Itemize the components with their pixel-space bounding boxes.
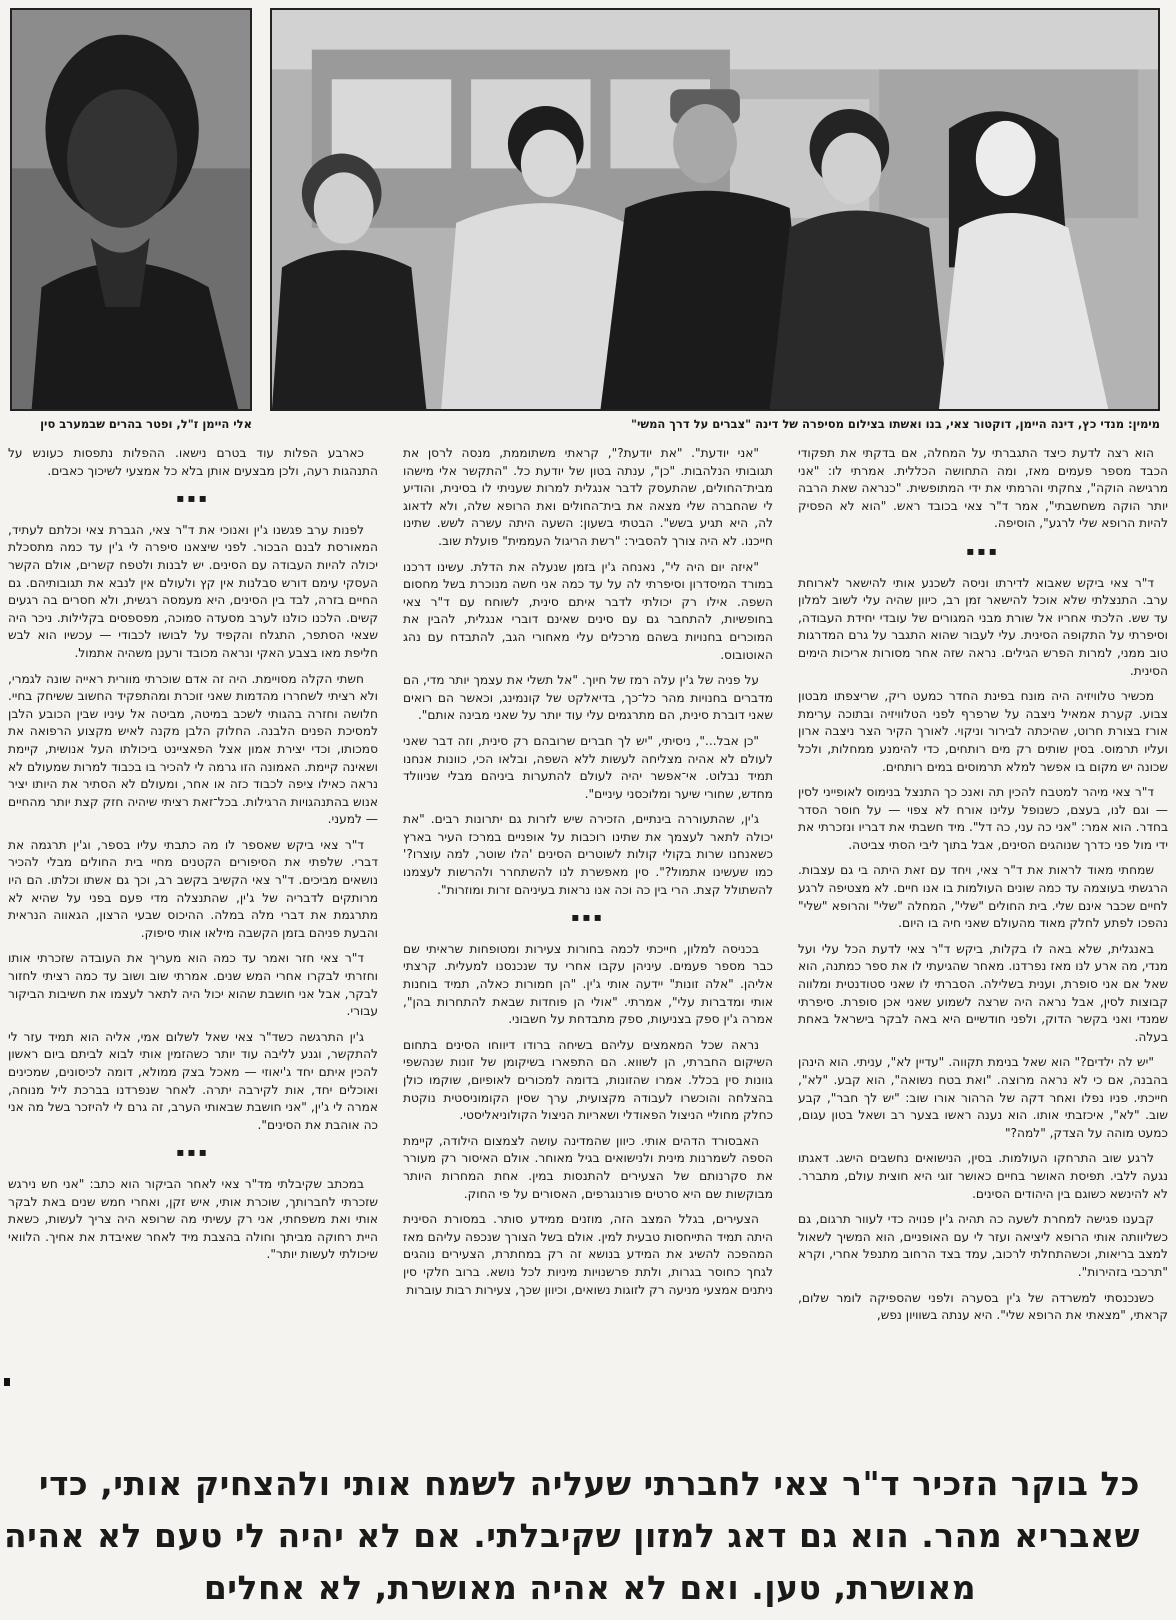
paragraph: שמחתי מאוד לראות את ד"ר צאי, ויחד עם זאת היתה בי גם עצבות. הרגשתי בעוצמה עד כמה שונים העולמות בו אנו חיים. לא מצטיפה לרגע לחיים שכבר אינם שלי. בית החולים "שלי", המחלה "שלי" והרופא "שלי" נהפכו לפתע לחלק מאוד מהעולם שאני חיה בו היום. <box>798 863 1168 931</box>
section-separator: ▪▪▪ <box>176 1145 210 1160</box>
section-separator: ▪▪▪ <box>966 543 1000 558</box>
paragraph: באנגלית, שלא באה לו בקלות, ביקש ד"ר צאי לדעת הכל עלי ועל מנדי, מה ארע לנו מאז נפרדנו. מאחר שהגיעתי לו את ספר כמתנה, הוא שאל אם אני סופרת, וענית בשלילה. הסברתי לו שאני סטודנטית ומלווה קבוצות לסין, אבל נראה היה שרצה לשמוע שאני אכן סופרת. סיפרתי שמנדי ואני בקשר הדוק, ולפני חודשיים היא באה לבקר בישראל באחת בעלה. <box>798 941 1168 1044</box>
group-photo-caption: מימין: מנדי כץ, דינה היימן, דוקטור צאי, בנו ואשתו בצילום מסיפרה של דינה "צברים על דרך המשי" <box>630 417 1160 431</box>
pull-quote <box>3 1458 1140 1616</box>
paragraph: ד"ר צאי חזר ואמר עד כמה הוא מעריך את העובדה שזכרתי אותו וחזרתי לבקרו אחרי המש שנים. אמרתי שוב ושוב עד כמה רציתי לחזור לבקר, אבל אני חושבת שהוא יכול היה לתאר לעצמו את חשיבות הביקור עבורי. <box>8 951 378 1019</box>
paragraph: ג'ין התרגשה כשד"ר צאי שאל לשלום אמי, אליה הוא תמיד עזר לי להתקשר, וגנע לליבה עוד יותר כשהזמין אותי לבוא לביתם ביום ראשון להכין איתם יחד ג'יאוזי — מאכל בצק ממולא, דומה לכיסונים, שמכינים ואוכלים יחד, אות לקירבה יתרה. לאחר שנפרדנו בברכת ליל מנוחה, אמרה לי ג'ין, "אני חושבת שבאותי הערב, זה גרם לי להיזכר בשל מה אני כה אוהבת את הסינים". <box>8 1029 378 1132</box>
paragraph: "אני יודעת". "את יודעת?", קראתי משתוממת, מנסה לרסן את תגובותי הנלהבות. "כן", ענתה בטון של יודעת כל. "התקשר אלי מישהו מבית־החולים, שהתעסק לדבר אנגלית למרות שעניתי לו בסינית, והודיע לי שהחברה שלי מצאה את בית־החולים ואת הרופא שלה, ולא לדאוג לה, היא תגיע בשש". הבטתי בשעון: השעה היתה עשרה לשש. שתינו חייכנו. לא היה צורך להסביר: "רשת הריגול העממית" פועלת שוב. <box>403 446 773 548</box>
section-separator: ▪▪▪ <box>176 491 210 506</box>
scan-mark <box>4 1378 10 1386</box>
article-column-1 <box>798 445 1168 1450</box>
portrait-photo-caption: אלי היימן ז"ל, ופטר בהרים שבמערב סין <box>40 417 252 431</box>
paragraph: ג'ין, שהתעוררה בינתיים, הזכירה שיש לזרות גם יתרונות רבים. "את יכולה לתאר לעצמך את שתינו רוכבות על אופניים במרכז העיר בארץ כשאנחנו שרות בקולי קולות לשוטרים הסינים 'הלו שוטר, למה עוצרו?' כמו שעשינו אתמול?". סין מאפשרת לנו להשתחרר ולהרשות לעצמנו להשתולל קצת. הרי בין כה וכה אנו נראות בעיניהם זרות ומוזרות". <box>403 812 773 897</box>
paragraph: "יש לה ילדים?" הוא שאל בנימת תקווה. "עדיין לא", עניתי. הוא הינהן בהבנה, אם כי לא נראה מרוצה. "ואת בטח נשואה", הוא קבע. "לא", חייכתי. פניו נפלו ואחר דקה של הרהור אורו שוב: "יש לך חבר", קבע שוב. "לא", איכזבתי אותו. הוא נענה ראשו בצער רב ושאל בטון עגום, כמעט מוהה על הצדק, "למה?" <box>798 1055 1168 1140</box>
article-body <box>8 445 1168 1450</box>
pull-quote-line: שאבריא מהר. הוא גם דאג למזון שקיבלתי. אם לא יהיה לי טעם לא אהיה <box>3 1516 1140 1555</box>
paragraph: ד"ר צאי ביקש שאבוא לדירתו וניסה לשכנע אותי להישאר לארוחת ערב. התנצלתי שלא אוכל להישאר זמן רב, כיוון שהיה עלי לשוב למלון עד שש. הלכתי אחריו אל שורת מבני המגורים של עובדי יחידת העבודה, וסיפרתי על התקופה הסינית. עלי לעבור שהוא התגבר על גרם המדרגות טוב ממני, למרות הפרש הגילים. נראה שזה אחר מסורות אריכות הימים הסינית. <box>798 575 1168 678</box>
article-column-3 <box>8 445 378 1450</box>
paragraph: מכשיר טלוויזיה היה מונח בפינת החדר כמעט ריק, שריצפתו מבטון צבוע. קערת אמאיל ניצבה על שרפרף לפני הטלוויזיה ובתוכה ערימת אורז בצורת חרוט, שהיכתה לבירור וניקוי. לאורך הקיר הצר ניצבה ארון ועליו תרמוס. בסין שותים רק מים רותחים, כדי להימנע ממחלות, ולכל שכונה יש מקום בו אפשר למלא תרמוסים במים רותחים. <box>798 689 1168 774</box>
paragraph: כארבע הפלות עוד בטרם נישאו. ההפלות נתפסות כעונש על התנהגות רעה, ולכן מבצעים אותן בלא כל אמצעי לשיכוך כאבים. <box>8 446 378 478</box>
paragraph: במכתב שקיבלתי מד"ר צאי לאחר הביקור הוא כתב: "אני חש נירגש שזכרתי לחברותך, שוכרת אותי, איש זקן, ואחרי חמש שנים באת לבקר אותי ואת משפחתי, אני רק עשיתי מה שרופא היה צריך לעשות, כשאת היית רחוקה מביתך וחולה בהצבת מיד לאחר שאיבדת את אחיך. הלוואי שיכולתי לעשות יותר". <box>8 1176 378 1262</box>
paragraph: נראה שכל המאמצים עליהם בשיחה ברודו דיווחו הסינים בתחום השיקום החברתי, הן לשווא. הם התפארו בשיקומן של זונות שנהשפי גוונות סין בכלל. אמרו שהזונות, בדומה למכורים לאופיום, שוקמו כולן בהצלחה והוכשרו לעבודה מקצועית, ערך שסין הקומוניסטית נוקטת כחלק מחוליי הניצול הפאודלי ושאריות הניצול הקולוניאליסטי. <box>403 1037 773 1123</box>
paragraph: קבענו פגישה למחרת לשעה כה תהיה ג'ין פנויה כדי לעוור תרגום, גם כשליוותה אותי הרופא ליציאה ועזר לי עם האופניים, הוא המשיך לשאול למצב בריאות, וכשהתחלתי לרכוב, עמד בצד הרחוב מתנפל אחרי, וקרא "תרכבי בזהירות". <box>798 1212 1168 1279</box>
paragraph: הוא רצה לדעת כיצד התגברתי על המחלה, אם בדקתי את תפקודי הכבד מספר פעמים מאז, ומה התחושה הכללית. אמרתי לו: "אני מרגישה הוקה", צחקתי והרמתי את ידי המתופשית. "כנראה שאת הרבה יותר הוקה משחשבתי", אמר ד"ר צאי בכובד ראש. "הוא לא הפסיק להיות הרופא שלי לרגע", הוסיפה. <box>798 446 1168 531</box>
paragraph: האבסורד הדהים אותי. כיוון שהמדינה עושה לצמצום הילודה, קיימת הספה לשמרנות מינית ולנישואים בגיל מאוחר. אולם האיסור רק מעורר את סקרנותם של הצעירים להתנסות במין. אחת המחרות היותר מבוקשות שם היא סרטים פורנוגרפים, האסורים על פי החוק. <box>403 1133 773 1201</box>
paragraph: בכניסה למלון, חייכתי לכמה בחורות צעירות ומטופחות שראיתי שם כבר מספר פעמים. עיניהן עקבו אחרי עד שנכנסנו למעלית. קרצתי אליהן. "אלה זונות" יידעה אותי ג'ין. "הן חמורות כאלה, תמיד בוחנות אותי ומדברות עלי", אמרתי. "אולי הן פוחדות שבאת להתחרות בהן", אמרה ג'ין ספק בצניעות, ספק מתבדחת על חשבוני. <box>403 941 773 1027</box>
paragraph: ד"ר צאי ביקש שאספר לו מה כתבתי עליו בספר, וג'ין תרגמה את דברי. שלפתי את הסיפורים הקטנים מחיי בית החולים מבלי להכיר נושאים מביכים. ד"ר צאי הקשיב בקשב רב, וכך גם אשתו וכלתו. הם היו מרותקים לדבריה של ג'ין, שהתנצלה מדי פעם בפני על שהיא לא מתרגמת את דברי מלה במלה. ההיכוס שבעי הרצון, הגאווה הנראית והבעת פניהם בזמן הקשבה מילאו אותי סיפוק. <box>8 837 378 940</box>
paragraph: כשנכנסתי למשרדה של ג'ין בסערה ולפני שהספיקה לומר שלום, קראתי, "מצאתי את הרופא שלי". היא ענתה בשוויון נפש, <box>798 1290 1168 1323</box>
pull-quote-line: מאושרת, טען. ואם לא אהיה מאושרת, לא אחלים <box>203 1568 977 1607</box>
paragraph: הצעירים, בגלל המצב הזה, מוזנים ממידע סותר. במסורת הסינית היתה תמיד התייחסות טבעית למין. אולם בשל הצורך שנכפה עליהם מאז המהפכה להשיג את המידע בנושא זה רק במחתרת, הצעירים נוהגים לגחך כחוסר בגרות, ולתת פרשנויות מיניות לכל נושא. ברוב חלקי סין ניתנים אמצעי מניעה רק לזוגות נשואים, וכיוון שכך, צעירות רבות עוברות <box>403 1212 773 1297</box>
paragraph: לפנות ערב פגשנו ג'ין ואנוכי את ד"ר צאי, הגברת צאי וכלתם לעתיד, המאורסת לבנם הבכור. לפני שיצאנו סיפרה לי ג'ין עד כמה מתסכלת יכולה להיות העבודה עם הסינים. יש לבנות ולטפח קשרים, אולם הקשר העסקי עימם דורש סבלנות אין קץ ולעולם אין לנבא את תגובותיהם. גם החיים בזרה, לבד בין הסינים, היא מעמסה רגשית, ולא חסרים בה רגעים קשים. הלכנו כולנו לערב מסעדה סמוכה, מפספסים בקלילות. ניכר היה שצאי הסתפר, התגלח והקפיד על לבושו לכבודי — עכשיו הוא לבש חליפת מאו בצבע האקי ונראה מכובד ורענן משהיה אתמול. <box>8 522 378 660</box>
portrait-photo <box>10 8 252 411</box>
group-photo <box>270 8 1160 411</box>
paragraph: על פניה של ג'ין עלה רמז של חיוך. "אל תשלי את עצמך יותר מדי, הם מדברים בחנויות מהר כל־כך, בדיאלקט של קונמינג, וכאשר הם רואים שאני דוברת סינית, הם מתרגמים עלי עוד יותר על שאני מבינה אותם". <box>403 673 773 723</box>
paragraph: לרגע שוב התרחקו העולמות. בסין, הנישואים נחשבים הישג. דאגתו נגעה ללבי. תפיסת האושר בחיים כאושר זוגי היא חוצית עולם, מתברר. לא להינשא כשוגם בין היהודים הסינים. <box>798 1151 1168 1201</box>
paragraph: "כן אבל...", ניסיתי, "יש לך חברים שרובהם רק סינית, וזה דבר שאני לעולם לא אהיה מצליחה לעשות ללא השפה, ובלאו הכי, כוונות אנחנו תמיד נבלוט. אי־אפשר יהיה לעולם להתערות ביניהם מבלי שניוולד מחדש, שחורי שיער ומלוכסני עיניים". <box>403 733 773 801</box>
section-separator: ▪▪▪ <box>571 910 605 925</box>
paragraph: חשתי הקלה מסויימת. היה זה אדם שוכרתי מוורית ראייה שונה לגמרי, ולא רציתי לשחררו מהדמות שאני זוכרת ומהתפקיד החשוב ששיחק בחיי. חלושה וחזרה בהגותי לשכב במיטה, מביטה אל עיניו שבין הכובע הלבן למסיכת הפנים הלבנה. החלוק הלבן מקנה לאיש מקצוע הרפואה את סמכותו, וכדי יצירת אמון אצל הפאציינט ביכולתו העל אנושית, קיימת ושאינה קיימת. האמונה הזו גרמה לי להכיר בו בכבוד למרות שמעולם לא נראה כאילו ציפה לכבוד כזה או אחר, ומעולם לא הסתיר את היותו יציר אנוש בהתנהגויות הרגילות. בכל־זאת רציתי שיהיה חזק קצת יותר מהחיים — למעני. <box>8 671 378 827</box>
pull-quote-line: כל בוקר הזכיר ד"ר צאי לחברתי שעליה לשמח אותי ולהצחיק אותי, כדי <box>38 1464 1140 1503</box>
paragraph: ד"ר צאי מיהר למטבח להכין תה ואנכ כך התנצל בנימוס לאופייני לסין — וגם לנו, בעצם, כשנופל עלינו אורח לא צפוי — על חוסר הסדר בחדר. הוא אמר: "אני כה עני, כה דל". מיד חשבתי את דבריו ונזכרתי את ידי מול פני כדרך שנוהגים הסינים, אבל בתוך ליבי הסתי צביטה. <box>798 785 1168 852</box>
article-column-2 <box>403 445 773 1450</box>
paragraph: "איזה יום היה לי", נאנחה ג'ין בזמן שנעלה את הדלת. עשינו דרכנו במורד המיסדרון וסיפרתי לה על עד כמה אני חשה מנוכרת בשל מחסום השפה. אילו רק יכולתי לדבר איתם סינית, לשוחח עם ד"ר צאי בחופשיות, להתחבר גם עם סינים שאינם דוברי אנגלית, להבין את המוכרים בחנויות בשהם מרכלים עלי מאחורי הגב, להתבדח עם נהג האוטובוס. <box>403 559 773 662</box>
